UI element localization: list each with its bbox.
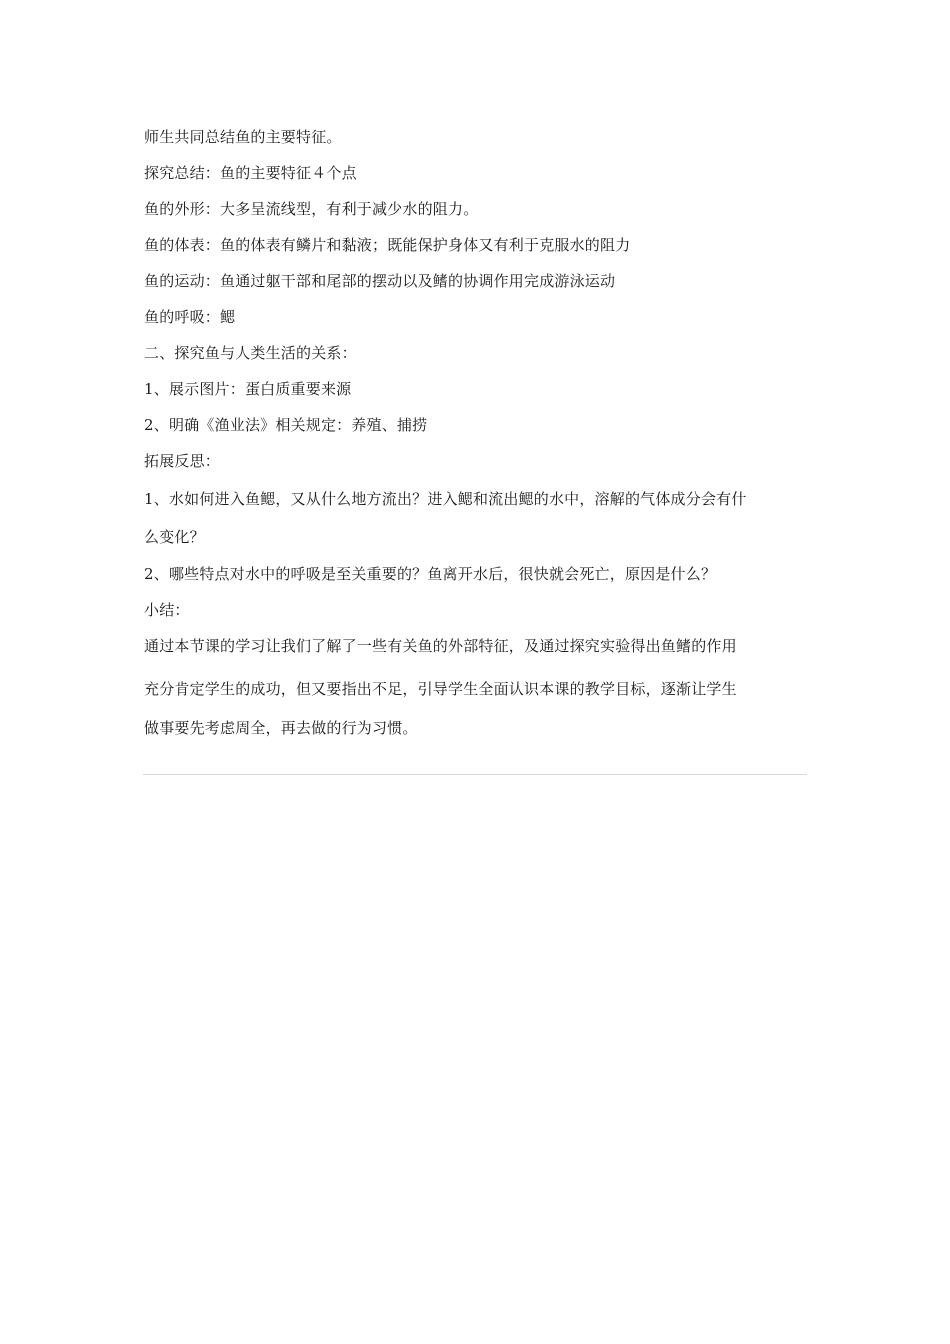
text-line: 1、展示图片：蛋白质重要来源	[144, 380, 352, 398]
section-heading: 拓展反思：	[144, 452, 221, 470]
horizontal-divider	[143, 774, 807, 775]
text-line: 做事要先考虑周全，再去做的行为习惯。	[144, 719, 418, 737]
text-line: 充分肯定学生的成功，但又要指出不足，引导学生全面认识本课的教学目标，逐渐让学生	[144, 680, 737, 698]
text-line: 鱼的外形：大多呈流线型，有利于减少水的阻力。	[144, 200, 479, 218]
text-line: 探究总结：鱼的主要特征４个点	[144, 164, 357, 182]
text-line: 鱼的呼吸：鳃	[144, 308, 236, 326]
text-line: 师生共同总结鱼的主要特征。	[144, 128, 342, 146]
section-heading: 小结：	[144, 601, 190, 619]
text-line: 2、明确《渔业法》相关规定：养殖、捕捞	[144, 416, 428, 434]
text-line: 通过本节课的学习让我们了解了一些有关鱼的外部特征，及通过探究实验得出鱼鳍的作用	[144, 637, 737, 655]
text-line: 么变化？	[144, 528, 205, 546]
text-line: 2、哪些特点对水中的呼吸是至关重要的？鱼离开水后，很快就会死亡，原因是什么？	[144, 565, 717, 583]
text-line: 鱼的运动：鱼通过躯干部和尾部的摆动以及鳍的协调作用完成游泳运动	[144, 272, 616, 290]
text-line: 鱼的体表：鱼的体表有鳞片和黏液；既能保护身体又有利于克服水的阻力	[144, 236, 631, 254]
section-heading: 二、探究鱼与人类生活的关系：	[144, 344, 357, 362]
text-line: 1、水如何进入鱼鳃，又从什么地方流出？进入鳃和流出鳃的水中，溶解的气体成分会有什	[144, 490, 747, 508]
